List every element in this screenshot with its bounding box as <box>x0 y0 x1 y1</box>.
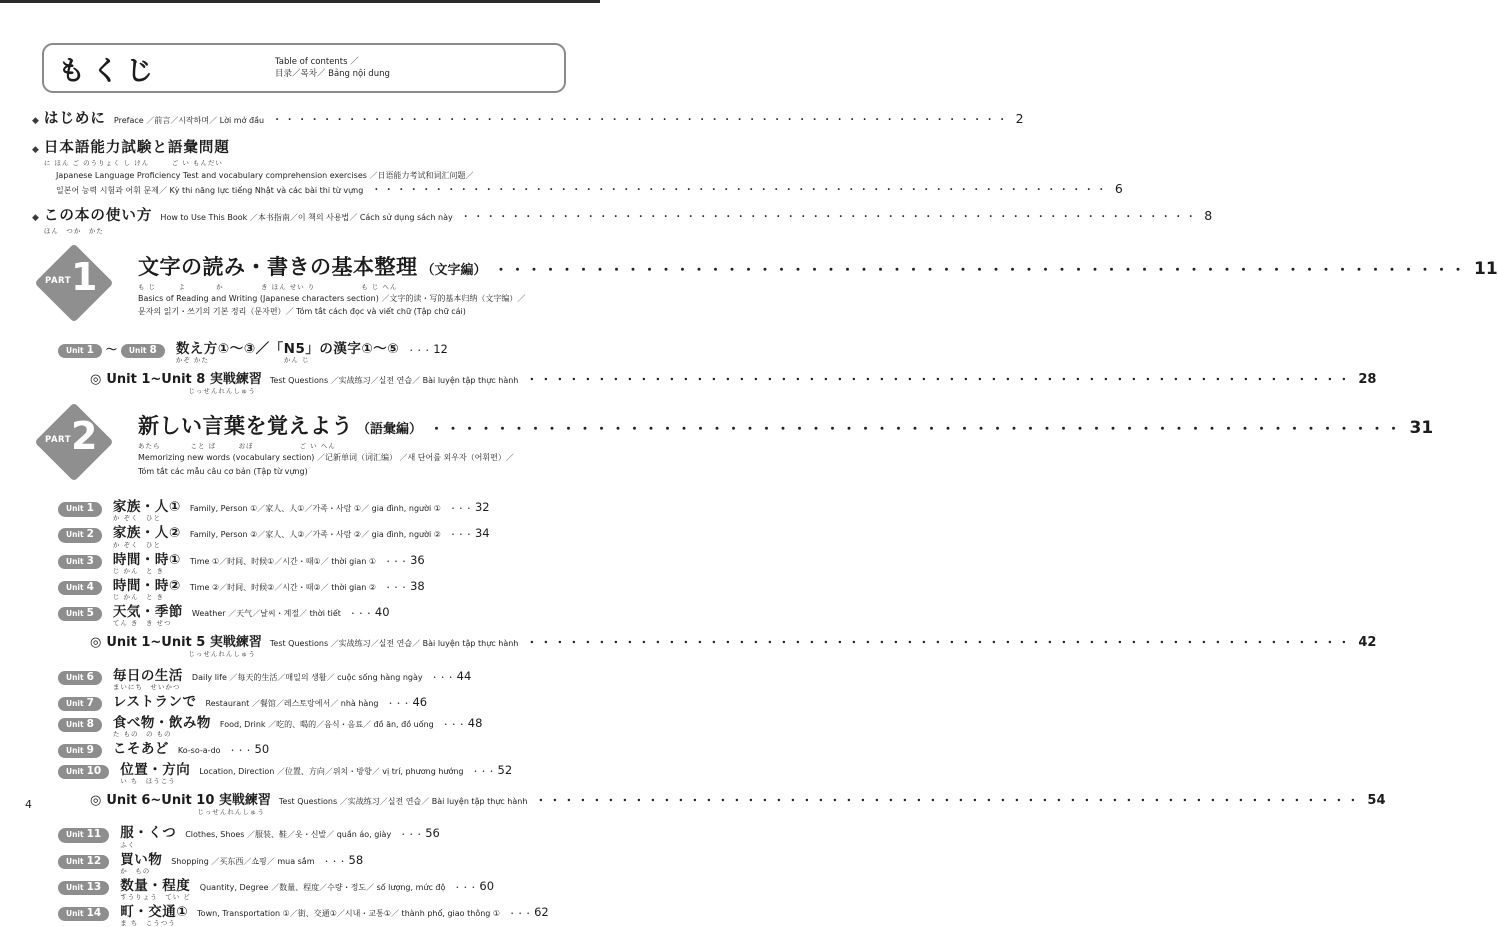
unit-badge-label: Unit <box>66 672 84 682</box>
unit-row-3 <box>58 553 566 575</box>
row-title-block <box>113 579 181 601</box>
row-furigana: まいにち せいかつ <box>112 682 181 691</box>
part-number: 2 <box>71 414 98 459</box>
row-page-number: 12 <box>433 341 448 356</box>
entry-title-block <box>44 107 106 128</box>
unit-badge-number: 1 <box>86 343 94 356</box>
row-page-number: 56 <box>425 826 440 841</box>
unit-range-row <box>58 341 566 364</box>
part-number: 1 <box>71 254 98 299</box>
row-dots: ・・・ <box>399 830 424 840</box>
part-page-number: 11 <box>1474 258 1498 279</box>
row-translations: Quantity, Degree ／数量、程度／수량・정도／ số lượng, mức độ <box>199 882 446 892</box>
row-translations: Time ②／时间、时候②／시간・때②／ thời gian ② <box>189 582 377 592</box>
entry-translations-line2: 일본어 능력 시험과 어휘 문제／ Kỳ thi năng lực tiếng Nhật và các bài thi từ vựng <box>56 185 364 195</box>
unit-badge <box>58 528 102 542</box>
unit-badge-number: 8 <box>149 343 157 356</box>
row-title: 天気・季節 <box>112 603 183 620</box>
part-1-rows <box>42 340 1377 395</box>
front-matter <box>32 107 1213 235</box>
row-dots: ・・・ <box>228 745 253 755</box>
row-furigana: てん き き せつ <box>112 619 172 628</box>
unit-badge-number: 8 <box>86 717 94 730</box>
row-dots: ・・・ <box>471 766 496 776</box>
header-box <box>42 43 566 93</box>
practice-label: Unit 1~Unit 8 実戦練習 <box>106 371 262 387</box>
entry-translations: Preface ／前言／시작하며／ Lời mở đầu <box>113 116 265 125</box>
row-title: 数量・程度 <box>120 877 191 894</box>
row-translations: Town, Transportation ①／街、交通①／시내・교통①／ thành phố, giao thông ① <box>197 908 501 918</box>
unit-badge <box>58 828 109 842</box>
unit-badge-label: Unit <box>66 530 84 540</box>
row-page-number: 36 <box>410 552 425 567</box>
practice-page-number: 28 <box>1358 371 1377 387</box>
practice-title-block <box>106 789 271 816</box>
practice-title-block <box>106 631 262 658</box>
part-translations-line2: Tóm tắt các mẫu câu cơ bản (Tập từ vựng) <box>138 466 308 476</box>
row-translations: Food, Drink ／吃的、喝的／음식・음료／ đồ ăn, đồ uống <box>219 719 434 729</box>
toc-entry-preface <box>32 107 1024 128</box>
unit-badge <box>58 765 109 779</box>
entry-title: 日本語能力試験と語彙問題 <box>43 140 230 156</box>
entry-translations-line1: Japanese Language Proficiency Test and vocabulary comprehension exercises ／日语能力考试和词汇问题／ <box>56 170 474 180</box>
row-dots: ・・・ <box>448 530 473 540</box>
row-page-number: 50 <box>254 741 270 756</box>
entry-page-number: 8 <box>1204 207 1213 223</box>
unit-badge-label: Unit <box>66 882 84 892</box>
row-furigana: い ち ほうこう <box>120 776 176 785</box>
page-title: もくじ <box>58 55 160 87</box>
leader-dots <box>461 208 1199 223</box>
header-subtitle <box>275 56 390 81</box>
row-title: 時間・時① <box>112 551 181 568</box>
leader-dots <box>526 371 1352 387</box>
unit-badge <box>58 607 102 621</box>
row-furigana: ま ち こうつう <box>120 919 176 927</box>
row-title-block <box>113 500 181 522</box>
row-title-block <box>120 905 188 927</box>
row-furigana: かぞ かた かん じ <box>175 355 310 364</box>
row-title: 買い物 <box>120 851 163 868</box>
unit-badge-label: Unit <box>66 745 84 755</box>
entry-translations: How to Use This Book ／本书指南／이 책의 사용법／ Cách sử dụng sách này <box>160 212 453 222</box>
row-furigana: か もの <box>120 866 151 875</box>
practice-label: Unit 1~Unit 5 実戦練習 <box>106 635 262 651</box>
unit-badge <box>58 581 102 595</box>
practice-row-units6-10 <box>90 789 1386 816</box>
double-circle-icon: ◎ <box>90 635 102 651</box>
practice-translations: Test Questions ／实战练习／실전 연습／ Bài luyện tập thực hành <box>269 639 519 649</box>
row-page-number: 62 <box>534 904 549 919</box>
row-dots: ・・・ <box>322 856 347 866</box>
unit-badge <box>58 718 102 732</box>
unit-row-12 <box>58 853 566 875</box>
unit-badge-label: Unit <box>66 830 84 840</box>
row-title: 毎日の生活 <box>112 667 183 684</box>
unit-row-8 <box>58 716 566 738</box>
row-furigana: じ かん と き <box>112 566 165 575</box>
practice-translations: Test Questions ／实战练习／실전 연습／ Bài luyện tập thực hành <box>269 375 519 385</box>
double-circle-icon: ◎ <box>90 792 102 808</box>
row-dots: ・・・ <box>384 582 409 592</box>
row-dots: ・・・ <box>386 698 411 708</box>
unit-row-10 <box>58 763 566 785</box>
row-title: 数え方①〜③／「N5」の漢字①〜⑤ <box>175 340 400 357</box>
row-title: 位置・方向 <box>120 761 191 778</box>
practice-furigana: じっせんれんしゅう <box>188 386 256 395</box>
row-title-block <box>113 669 183 691</box>
row-translations: Ko-so-a-do <box>177 745 221 755</box>
double-circle-icon: ◎ <box>90 371 102 387</box>
part-1-section <box>42 251 1498 329</box>
row-dots: ・・・ <box>453 882 478 892</box>
leader-dots <box>495 259 1469 278</box>
part-title-paren: （語彙編） <box>357 422 423 438</box>
toc-entry-how-to-use <box>32 204 1213 235</box>
row-translations: Family, Person ①／家人、人①／가족・사람 ①／ gia đình, người ① <box>189 504 441 514</box>
unit-badge-number: 7 <box>86 696 94 709</box>
unit-badge-label: Unit <box>66 908 84 918</box>
row-furigana: か ぞく ひと <box>112 514 161 523</box>
entry-furigana: ほん つか かた <box>43 226 104 235</box>
unit-badge <box>58 697 102 711</box>
practice-title-block <box>106 368 262 395</box>
row-title-block <box>120 763 190 785</box>
entry-title: はじめに <box>43 111 106 127</box>
unit-badge-label: Unit <box>66 582 84 592</box>
row-title: こそあど <box>112 740 169 757</box>
practice-page-number: 54 <box>1367 792 1386 808</box>
row-furigana: た もの の もの <box>112 729 172 738</box>
unit-badge <box>58 555 102 569</box>
part-page-number: 31 <box>1409 418 1434 439</box>
unit-row-9 <box>58 742 566 758</box>
entry-title: この本の使い方 <box>43 207 153 224</box>
row-title-block <box>120 853 162 875</box>
part-label: PART <box>45 435 71 446</box>
part-translations-line1: Memorizing new words (vocabulary section) ／记新单词（词汇编） ／새 단어를 외우자（어휘편）／ <box>138 453 514 463</box>
unit-badge-number: 11 <box>86 828 102 841</box>
leader-dots <box>430 418 1404 437</box>
unit-badge-label: Unit <box>66 698 84 708</box>
row-title-block <box>120 879 191 901</box>
row-translations: Clothes, Shoes ／服装、鞋／옷・신발／ quần áo, giày <box>185 830 392 840</box>
part-2-badge <box>34 402 114 482</box>
part-title: 文字の読み・書きの基本整理 <box>138 254 418 279</box>
row-translations: Daily life ／每天的生活／매일의 생활／ cuộc sống hàng ngày <box>191 672 423 682</box>
row-dots: ・・・ <box>448 504 473 514</box>
diamond-bullet-icon: ◆ <box>32 116 39 126</box>
diamond-bullet-icon: ◆ <box>32 212 39 223</box>
entry-furigana: に ほん ご のうりょく し けん ご い もんだい <box>43 159 223 167</box>
row-page-number: 60 <box>479 878 495 893</box>
row-page-number: 40 <box>374 604 390 619</box>
unit-badge-label: Unit <box>66 345 84 355</box>
part-title-paren: （文字編） <box>421 262 487 278</box>
leader-dots <box>371 181 1109 196</box>
row-title-block <box>113 605 183 627</box>
part-paren-furigana: も じ へん <box>361 282 398 291</box>
part-2-rows <box>42 499 1386 927</box>
unit-badge-label: Unit <box>66 504 84 514</box>
row-page-number: 34 <box>474 526 490 541</box>
unit-row-7 <box>58 695 566 711</box>
unit-badge-number: 2 <box>86 528 94 541</box>
row-title-block <box>113 695 197 709</box>
row-page-number: 38 <box>410 578 425 593</box>
row-title: 家族・人① <box>112 499 181 516</box>
unit-badge-number: 10 <box>86 764 102 777</box>
row-furigana: じ かん と き <box>112 592 165 601</box>
row-dots: ・・・ <box>348 608 373 618</box>
row-dots: ・・・ <box>384 556 409 566</box>
unit-badge-number: 6 <box>86 670 94 683</box>
practice-page-number: 42 <box>1358 635 1377 651</box>
unit-badge-number: 14 <box>86 906 102 919</box>
row-page-number: 32 <box>474 500 490 515</box>
entry-page-number: 2 <box>1015 111 1024 126</box>
unit-badge-number: 5 <box>86 606 94 619</box>
row-title: 時間・時② <box>112 577 181 594</box>
row-title: 服・くつ <box>120 825 177 842</box>
row-dots: ・・・ <box>508 908 533 918</box>
row-title-block <box>120 826 176 848</box>
unit-badge-label: Unit <box>66 719 84 729</box>
unit-badge-number: 13 <box>86 880 102 893</box>
unit-badge-number: 12 <box>86 854 102 867</box>
unit-badge-number: 3 <box>86 554 94 567</box>
row-title-block <box>113 526 181 548</box>
folio-page-number: 4 <box>25 798 32 811</box>
row-title: レストランで <box>112 693 197 710</box>
part-paren-furigana: ご い へん <box>299 442 336 451</box>
row-translations: Location, Direction ／位置、方向／위치・방향／ vị trí, phương hướng <box>199 766 464 776</box>
unit-badge-label: Unit <box>66 556 84 566</box>
row-title-block <box>113 553 181 575</box>
unit-row-14 <box>58 905 566 927</box>
unit-badge-label: Unit <box>66 766 84 776</box>
row-page-number: 44 <box>456 668 472 683</box>
tilde-separator: 〜 <box>105 342 117 356</box>
unit-row-11 <box>58 826 566 848</box>
unit-badge-number: 1 <box>86 502 94 515</box>
entry-page-number: 6 <box>1114 180 1123 196</box>
unit-badge <box>58 881 109 895</box>
entry-title-block <box>44 204 153 235</box>
leader-dots <box>272 111 1010 126</box>
row-translations: Shopping ／买东西／쇼핑／ mua sắm <box>171 856 315 866</box>
unit-badge <box>58 744 102 758</box>
header-subtitle-line2: 目录／목차／ Bảng nội dung <box>275 69 390 79</box>
unit-badge-label: Unit <box>66 856 84 866</box>
row-translations: Weather ／天气／날씨・계절／ thời tiết <box>191 608 341 618</box>
unit-badge <box>58 502 102 516</box>
practice-row-units1-5 <box>90 631 1377 659</box>
row-dots: ・・・ <box>407 345 432 355</box>
unit-row-1 <box>58 500 566 522</box>
row-page-number: 48 <box>467 715 483 730</box>
row-page-number: 52 <box>497 762 513 777</box>
unit-badge-number: 9 <box>86 743 94 756</box>
unit-badge-label: Unit <box>128 345 147 355</box>
unit-badge <box>58 907 109 921</box>
toc-entry-jlpt <box>32 136 1123 196</box>
row-title: 食べ物・飲み物 <box>112 714 211 731</box>
leader-dots <box>535 792 1361 808</box>
part-title-furigana: も じ よ か き ほん せい り <box>138 282 316 291</box>
practice-row-units1-8 <box>90 368 1377 395</box>
row-dots: ・・・ <box>441 719 466 729</box>
row-translations: Restaurant ／餐馆／레스토랑에서／ nhà hàng <box>205 698 379 708</box>
unit-badge-number: 4 <box>86 580 94 593</box>
part-2-section <box>42 410 1434 488</box>
header-subtitle-line1: Table of contents ／ <box>275 56 359 67</box>
part-title-furigana: あたら こと ば おぼ <box>138 442 254 451</box>
part-translations-line2: 문자의 읽기・쓰기의 기본 정리（문자편）／ Tóm tắt cách đọc và viết chữ (Tập chữ cái) <box>138 307 466 317</box>
unit-row-2 <box>58 526 566 548</box>
unit-row-13 <box>58 879 566 901</box>
leader-dots <box>526 634 1352 650</box>
row-title-block <box>113 742 169 756</box>
part-label: PART <box>45 275 71 286</box>
practice-label: Unit 6~Unit 10 実戦練習 <box>106 792 271 808</box>
row-page-number: 46 <box>412 694 428 709</box>
row-title-block <box>113 716 211 738</box>
part-title: 新しい言葉を覚えよう <box>138 414 353 439</box>
diamond-bullet-icon: ◆ <box>32 145 39 155</box>
row-translations: Family, Person ②／家人、人②／가족・사람 ②／ gia đình, người ② <box>189 530 441 540</box>
part-1-badge <box>34 243 114 323</box>
unit-badge-label: Unit <box>66 608 84 618</box>
unit-badge <box>58 344 102 358</box>
practice-furigana: じっせんれんしゅう <box>188 650 256 659</box>
unit-badge <box>58 855 109 869</box>
unit-row-6 <box>58 669 566 691</box>
row-furigana: か ぞく ひと <box>112 540 161 549</box>
unit-row-4 <box>58 579 566 601</box>
row-furigana: すうりょう てい ど <box>120 892 191 901</box>
row-title: 家族・人② <box>112 525 181 542</box>
row-furigana: ふく <box>120 840 136 849</box>
unit-badge <box>121 344 165 358</box>
part-translations-line1: Basics of Reading and Writing (Japanese characters section) ／文字的读・写的基本归纳（文字编）／ <box>138 293 526 303</box>
unit-badge <box>58 671 102 685</box>
row-page-number: 58 <box>348 852 364 867</box>
entry-title-block <box>44 136 230 167</box>
practice-translations: Test Questions ／实战练习／실전 연습／ Bài luyện tập thực hành <box>278 796 528 806</box>
row-title: 町・交通① <box>120 903 189 920</box>
practice-furigana: じっせんれんしゅう <box>197 807 265 816</box>
row-dots: ・・・ <box>430 672 455 682</box>
row-title-block <box>176 342 399 364</box>
row-translations: Time ①／时间、时候①／시간・때①／ thời gian ① <box>189 556 377 566</box>
unit-row-5 <box>58 605 566 627</box>
